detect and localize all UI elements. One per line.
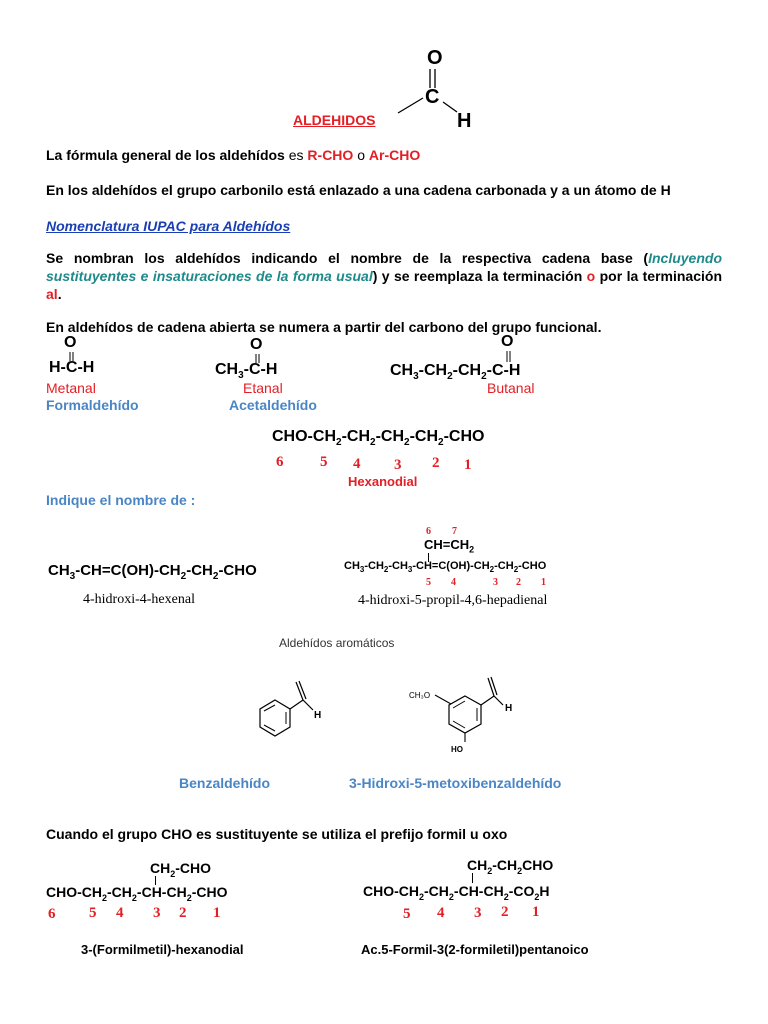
exercise2-num-1: 1 bbox=[541, 577, 546, 588]
naming-p3: ) y se reemplaza la terminación bbox=[372, 268, 587, 284]
final1-num-4: 4 bbox=[116, 905, 124, 921]
archo: Ar-CHO bbox=[368, 147, 421, 163]
etanal-O: O bbox=[250, 336, 263, 353]
exercise2-num-4: 4 bbox=[451, 577, 456, 588]
title-label: ALDEHIDOS bbox=[293, 112, 376, 128]
final2-num-5: 5 bbox=[403, 906, 411, 922]
general-formula-line bbox=[46, 146, 420, 164]
etanal-name: Etanal bbox=[243, 380, 283, 396]
final1-branch: $CH_2$-CHO bbox=[150, 860, 212, 879]
aldehyde-group-structure bbox=[395, 40, 485, 135]
final2-num-1: 1 bbox=[532, 904, 540, 920]
exercise-heading: Indique el nombre de : bbox=[46, 492, 196, 508]
naming-o: o bbox=[586, 268, 596, 284]
naming-paragraph bbox=[46, 249, 722, 303]
etanal-common: Acetaldehído bbox=[229, 397, 317, 413]
hydroxy-label: HO bbox=[451, 745, 463, 754]
exercise2-name: 4-hidroxi-5-propil-4,6-hepadienal bbox=[358, 593, 548, 608]
final2-num-4: 4 bbox=[437, 905, 445, 921]
metanal-common: Formaldehído bbox=[46, 397, 139, 413]
rcho: R-CHO bbox=[307, 147, 354, 163]
benzaldehyde-structure bbox=[250, 672, 340, 752]
hydroxy-methoxy-benzaldehyde-structure bbox=[405, 668, 535, 758]
final1-name: 3-(Formilmetil)-hexanodial bbox=[81, 942, 244, 957]
general-o: o bbox=[357, 147, 365, 163]
butanal-O: O bbox=[501, 333, 514, 350]
final1-num-1: 1 bbox=[213, 905, 221, 921]
etanal-tail: -C-H bbox=[243, 361, 278, 378]
naming-p1: Se nombran los aldehídos indicando el nombre de la respectiva cadena base ( bbox=[46, 250, 649, 266]
hexanodial-name: Hexanodial bbox=[348, 474, 418, 489]
hexanodial-num-6: 6 bbox=[276, 454, 284, 470]
numbering-sentence: En aldehídos de cadena abierta se numera a partir del carbono del grupo funcional. bbox=[46, 319, 602, 335]
metanal-name: Metanal bbox=[46, 380, 96, 396]
final1-num-3: 3 bbox=[153, 905, 161, 921]
naming-p4: por la terminación bbox=[595, 268, 722, 284]
aldehyde-C: C bbox=[425, 86, 440, 108]
exercise2-num-2: 2 bbox=[516, 577, 521, 588]
final1-num-2: 2 bbox=[179, 905, 187, 921]
iupac-heading: Nomenclatura IUPAC para Aldehídos bbox=[46, 218, 291, 234]
carbonyl-sentence: En los aldehídos el grupo carbonilo está enlazado a una cadena carbonada y a un átomo de H bbox=[46, 182, 671, 198]
aldehyde-H: H bbox=[457, 110, 472, 132]
hydroxy-aldehyde-H: H bbox=[505, 703, 513, 714]
exercise2-num-6: 6 bbox=[426, 526, 431, 537]
butanal-name: Butanal bbox=[487, 380, 535, 396]
final2-branch: $CH_2-CH_2CHO$ bbox=[467, 857, 554, 876]
hexanodial-formula: CHO-$CH_2-CH_2-CH_2-CH_2$-CHO bbox=[272, 428, 485, 449]
methoxy-label: CH₃O bbox=[409, 691, 431, 700]
metanal-formula: H-C-H bbox=[49, 359, 95, 376]
benzaldehyde-name: Benzaldehído bbox=[179, 775, 271, 791]
exercise1-formula: $CH_3-CH=C(OH)-CH_2-CH_2$-CHO bbox=[48, 562, 257, 582]
naming-end: . bbox=[57, 286, 62, 302]
general-prefix: La fórmula general de los aldehídos bbox=[46, 147, 285, 163]
exercise2-num-3: 3 bbox=[493, 577, 498, 588]
final2-name: Ac.5-Formil-3(2-formiletil)pentanoico bbox=[361, 942, 589, 957]
final2-formula: CHO-$CH_2-CH_2-CH-CH_2-CO_2H$ bbox=[363, 883, 550, 902]
hexanodial-num-2: 2 bbox=[432, 455, 440, 471]
benzaldehyde-H: H bbox=[314, 710, 322, 721]
final1-formula: CHO-$CH_2-CH_2-CH-CH_2$-CHO bbox=[46, 884, 228, 903]
exercise2-num-7: 7 bbox=[452, 526, 457, 537]
hexanodial-num-3: 3 bbox=[394, 457, 402, 473]
hexanodial-num-5: 5 bbox=[320, 454, 328, 470]
etanal-formula: $CH_3-C-H$ bbox=[215, 361, 278, 382]
butanal-formula: $CH_3-CH_2-CH_2-C-H$ bbox=[390, 362, 521, 383]
exercise2-num-5: 5 bbox=[426, 577, 431, 588]
aldehyde-O: O bbox=[427, 47, 443, 69]
final1-num-6: 6 bbox=[48, 906, 56, 922]
aromatic-heading: Aldehídos aromáticos bbox=[279, 636, 395, 650]
final2-num-2: 2 bbox=[501, 904, 509, 920]
prefix-sentence: Cuando el grupo CHO es sustituyente se utiliza el prefijo formil u oxo bbox=[46, 826, 508, 842]
hexanodial-num-1: 1 bbox=[464, 457, 472, 473]
general-es: es bbox=[288, 147, 304, 163]
hydroxy-name: 3-Hidroxi-5-metoxibenzaldehído bbox=[349, 775, 562, 791]
naming-p2: Incluyendo sustituyentes e insaturaciones de la forma usual bbox=[46, 250, 722, 284]
exercise2-formula: $CH_3-CH_2-CH_3-CH=C(OH)-CH_2-CH_2$-CHO bbox=[344, 560, 547, 575]
metanal-O: O bbox=[64, 334, 77, 351]
final1-num-5: 5 bbox=[89, 905, 97, 921]
etanal-ch: CH bbox=[215, 361, 239, 378]
hexanodial-num-4: 4 bbox=[353, 456, 361, 472]
final2-num-3: 3 bbox=[474, 905, 482, 921]
exercise2-branch: $CH=CH_2$ bbox=[424, 537, 475, 555]
exercise1-name: 4-hidroxi-4-hexenal bbox=[83, 592, 195, 607]
naming-al: al bbox=[46, 286, 58, 302]
